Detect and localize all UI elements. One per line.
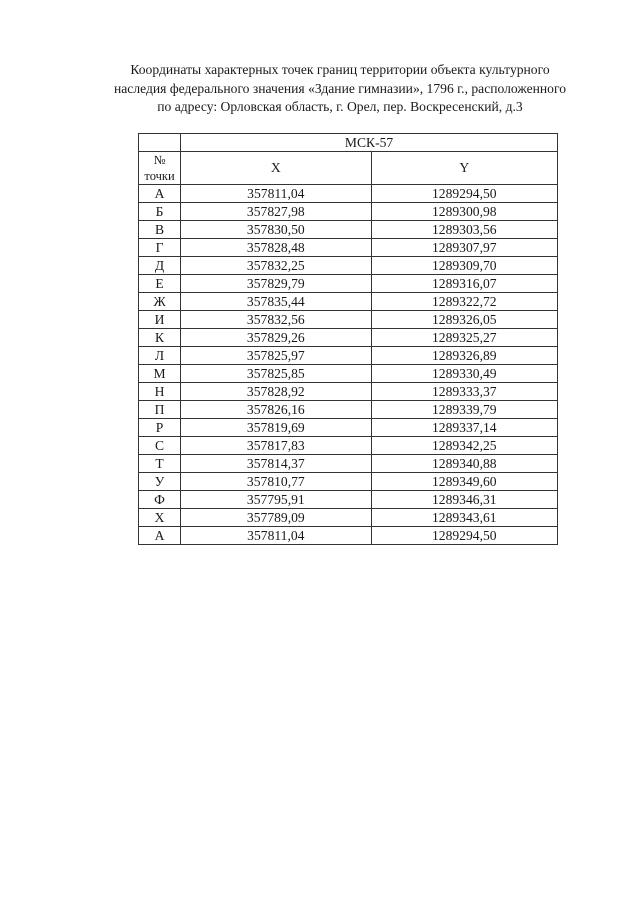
x-coordinate-cell: 357828,48: [181, 239, 371, 257]
x-coordinate-cell: 357832,25: [181, 257, 371, 275]
y-coordinate-cell: 1289325,27: [371, 329, 557, 347]
y-coordinate-cell: 1289316,07: [371, 275, 557, 293]
point-cell: А: [139, 185, 181, 203]
point-cell: А: [139, 527, 181, 545]
x-coordinate-cell: 357810,77: [181, 473, 371, 491]
y-coordinate-cell: 1289309,70: [371, 257, 557, 275]
point-number-header-symbol: №: [153, 153, 166, 167]
y-column-header: Y: [371, 152, 557, 185]
point-cell: Л: [139, 347, 181, 365]
y-coordinate-cell: 1289294,50: [371, 185, 557, 203]
y-coordinate-cell: 1289307,97: [371, 239, 557, 257]
y-coordinate-cell: 1289333,37: [371, 383, 557, 401]
table-row: [139, 275, 558, 293]
point-cell: Х: [139, 509, 181, 527]
table-row: [139, 401, 558, 419]
point-number-header-label: точки: [144, 169, 175, 183]
point-cell: Б: [139, 203, 181, 221]
table-row: [139, 365, 558, 383]
point-cell: Р: [139, 419, 181, 437]
x-coordinate-cell: 357829,26: [181, 329, 371, 347]
table-row: [139, 293, 558, 311]
y-coordinate-cell: 1289326,05: [371, 311, 557, 329]
y-coordinate-cell: 1289294,50: [371, 527, 557, 545]
x-column-header: X: [181, 152, 371, 185]
y-coordinate-cell: 1289349,60: [371, 473, 557, 491]
x-coordinate-cell: 357789,09: [181, 509, 371, 527]
coordinate-system-header: МСК-57: [181, 134, 558, 152]
title-line-2: наследия федерального значения «Здание гимназии», 1796 г., расположенного: [114, 80, 566, 96]
point-cell: М: [139, 365, 181, 383]
y-coordinate-cell: 1289339,79: [371, 401, 557, 419]
table-row: [139, 239, 558, 257]
x-coordinate-cell: 357825,97: [181, 347, 371, 365]
y-coordinate-cell: 1289342,25: [371, 437, 557, 455]
y-coordinate-cell: 1289340,88: [371, 455, 557, 473]
y-coordinate-cell: 1289330,49: [371, 365, 557, 383]
coordinates-table: [138, 133, 558, 545]
x-coordinate-cell: 357832,56: [181, 311, 371, 329]
table-row: [139, 311, 558, 329]
title-line-3: по адресу: Орловская область, г. Орел, пер. Воскресенский, д.3: [157, 99, 523, 114]
y-coordinate-cell: 1289303,56: [371, 221, 557, 239]
x-coordinate-cell: 357830,50: [181, 221, 371, 239]
point-cell: С: [139, 437, 181, 455]
y-coordinate-cell: 1289343,61: [371, 509, 557, 527]
x-coordinate-cell: 357814,37: [181, 455, 371, 473]
point-cell: Ж: [139, 293, 181, 311]
point-cell: Т: [139, 455, 181, 473]
x-coordinate-cell: 357817,83: [181, 437, 371, 455]
y-coordinate-cell: 1289346,31: [371, 491, 557, 509]
point-cell: И: [139, 311, 181, 329]
point-cell: К: [139, 329, 181, 347]
table-row: [139, 437, 558, 455]
point-cell: Д: [139, 257, 181, 275]
y-coordinate-cell: 1289326,89: [371, 347, 557, 365]
table-row: [139, 221, 558, 239]
x-coordinate-cell: 357835,44: [181, 293, 371, 311]
point-cell: У: [139, 473, 181, 491]
point-cell: Г: [139, 239, 181, 257]
table-row: [139, 383, 558, 401]
point-cell: Н: [139, 383, 181, 401]
table-row: [139, 203, 558, 221]
y-coordinate-cell: 1289300,98: [371, 203, 557, 221]
table-row: [139, 185, 558, 203]
table-row: [139, 257, 558, 275]
title-line-1: Координаты характерных точек границ территории объекта культурного: [130, 62, 550, 77]
point-cell: Ф: [139, 491, 181, 509]
table-corner-cell: [139, 134, 181, 152]
x-coordinate-cell: 357819,69: [181, 419, 371, 437]
point-cell: П: [139, 401, 181, 419]
x-coordinate-cell: 357811,04: [181, 527, 371, 545]
point-cell: Е: [139, 275, 181, 293]
table-row: [139, 455, 558, 473]
x-coordinate-cell: 357811,04: [181, 185, 371, 203]
table-row: [139, 329, 558, 347]
table-row: [139, 419, 558, 437]
table-row: [139, 473, 558, 491]
table-row: [139, 491, 558, 509]
x-coordinate-cell: 357829,79: [181, 275, 371, 293]
table-row: [139, 527, 558, 545]
x-coordinate-cell: 357826,16: [181, 401, 371, 419]
point-number-header: [139, 152, 181, 185]
x-coordinate-cell: 357795,91: [181, 491, 371, 509]
document-title: [90, 61, 590, 117]
y-coordinate-cell: 1289322,72: [371, 293, 557, 311]
y-coordinate-cell: 1289337,14: [371, 419, 557, 437]
point-cell: В: [139, 221, 181, 239]
x-coordinate-cell: 357828,92: [181, 383, 371, 401]
table-row: [139, 347, 558, 365]
table-row: [139, 509, 558, 527]
x-coordinate-cell: 357827,98: [181, 203, 371, 221]
x-coordinate-cell: 357825,85: [181, 365, 371, 383]
